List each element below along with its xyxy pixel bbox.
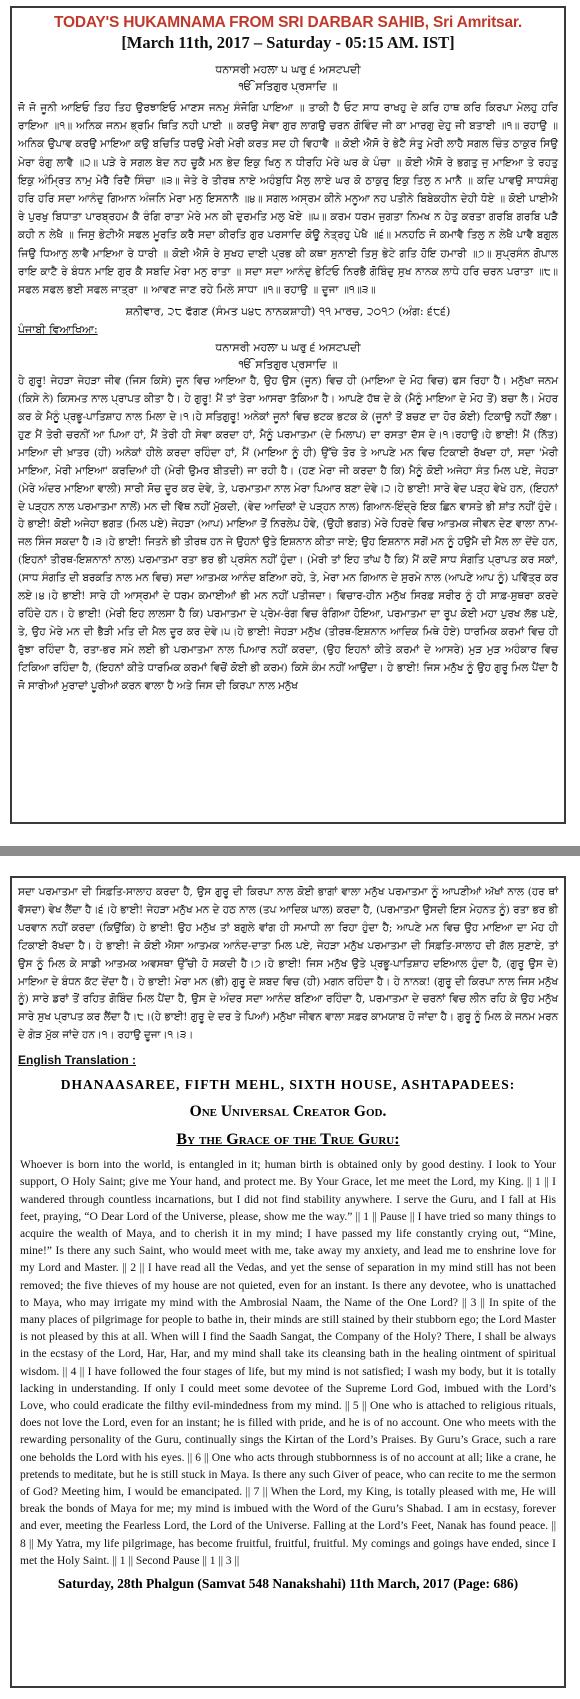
english-label: English Translation : — [18, 1053, 137, 1068]
punjabi-meaning-part1: ਹੇ ਗੁਰੂ! ਜੇਹੜਾ ਜੇਹੜਾ ਜੀਵ (ਜਿਸ ਕਿਸੇ) ਜੂਨ ਵਿਚ ਆਇਆ ਹੈ, ਉਹ ਉਸ (ਜੂਨ) ਵਿਚ ਹੀ (ਮਾਇਆ ਦੇ ਮੋਹ ਵਿਚ) ਫਸ ਰਿਹਾ ਹੈ। ਮਨੁੱਖਾ ਜਨਮ (ਕਿਸੇ ਨੇ) ਕਿਸਮਤ ਨਾਲ ਪ੍ਰਾਪਤ ਕੀਤਾ ਹੈ। ਹੇ ਗੁਰੂ! ਮੈਂ ਤਾਂ ਤੇਰਾ ਆਸਰਾ ਤੱਕਿਆ ਹੈ। ਆਪਣੇ ਹੱਥ ਦੇ ਕੇ (ਮੈਨੂੰ ਮਾਇਆ ਦੇ ਮੋਹ ਤੋਂ) ਬਚਾ ਲੈ। ਮੇਹਰ ਕਰ ਕੇ ਮੈਨੂੰ ਪ੍ਰਭੂ-ਪਾਤਿਸ਼ਾਹ ਨਾਲ ਮਿਲਾ ਦੇ।੧।ਹੇ ਸਤਿਗੁਰੂ! ਅਨੇਕਾਂ ਜੂਨਾਂ ਵਿਚ ਭਟਕ ਭਟਕ ਕੇ (ਜੂਨਾਂ ਤੋਂ ਬਚਣ ਦਾ ਹੋਰ ਕੋਈ) ਟਿਕਾਉ ਨਹੀਂ ਲੱਭਾ। ਹੁਣ ਮੈਂ ਤੇਰੀ ਚਰਨੀਂ ਆ ਪਿਆ ਹਾਂ, ਮੈਂ ਤੇਰੀ ਹੀ ਸੇਵਾ ਕਰਦਾ ਹਾਂ, ਮੈਨੂੰ ਪਰਮਾਤਮਾ (ਦੇ ਮਿਲਾਪ) ਦਾ ਰਸਤਾ ਦੱਸ ਦੇ।੧।ਰਹਾਉ।ਹੇ ਭਾਈ! ਮੈਂ (ਨਿੱਤ) ਮਾਇਆ ਦੀ ਖ਼ਾਤਰ (ਹੀ) ਅਨੇਕਾਂ ਹੀਲੇ ਕਰਦਾ ਰਹਿੰਦਾ ਹਾਂ, ਮੈਂ (ਮਾਇਆ ਨੂੰ ਹੀ) ਉੱਚੇ ਤੋਰ ਤੇ ਆਪਣੇ ਮਨ ਵਿਚ ਟਿਕਾਈ ਰੱਖਦਾ ਹਾਂ, ਸਦਾ 'ਮੇਰੀ ਮਾਇਆ, ਮੇਰੀ ਮਾਇਆ' ਕਰਦਿਆਂ ਹੀ (ਮੇਰੀ ਉਮਰ ਬੀਤਦੀ) ਜਾ ਰਹੀ ਹੈ। (ਹਣ ਮੇਰਾ ਜੀ ਕਰਦਾ ਹੈ ਕਿ) ਮੈਨੂੰ ਕੋਈ ਅਜੇਹਾ ਸੰਤ ਮਿਲ ਪਏ, ਜੇਹੜਾ (ਮੇਰੇ ਅੰਦਰ ਮਾਇਆ ਵਾਲੀ) ਸਾਰੀ ਸੋਚ ਦੂਰ ਕਰ ਦੇਵੇ, ਤੇ, ਪਰਮਾਤਮਾ ਨਾਲ ਮੇਰਾ ਪਿਆਰ ਬਣਾ ਦੇਵੇ।੨।ਹੇ ਭਾਈ! ਸਾਰੇ ਵੇਦ ਪੜ੍ਹ ਵੇਖੇ ਹਨ, (ਇਹਨਾਂ ਦੇ ਪੜ੍ਹਨ ਨਾਲ ਪਰਮਾਤਮਾ ਨਾਲੋਂ) ਮਨ ਦੀ ਵਿੱਥ ਨਹੀਂ ਮੁੱਕਦੀ, (ਵੇਦ ਆਦਿਕਾਂ ਦੇ ਪੜ੍ਹਨ ਨਾਲ) ਗਿਆਨ-ਇੰਦ੍ਰੇ ਇਕ ਛਿਨ ਵਾਸਤੇ ਭੀ ਸ਼ਾਂਤ ਨਹੀਂ ਹੁੰਦੇ। ਹੇ ਭਾਈ! ਕੋਈ ਅਜੇਹਾ ਭਗਤ (ਮਿਲ ਪਏ) ਜੇਹੜਾ (ਆਪ) ਮਾਇਆ ਤੋਂ ਨਿਰਲੇਪ ਹੋਵੇ, (ਉਹੀ ਭਗਤ) ਮੇਰੇ ਹਿਰਦੇ ਵਿਚ ਆਤਮਕ ਜੀਵਨ ਦੇਣ ਵਾਲਾ ਨਾਮ-ਜਲ ਸਿੰਜ ਸਕਦਾ ਹੈ।੩।ਹੇ ਭਾਈ! ਜਿਤਨੇ ਭੀ ਤੀਰਥ ਹਨ ਜੇ ਉਹਨਾਂ ਉਤੇ ਇਸ਼ਨਾਨ ਕੀਤਾ ਜਾਏ; ਉਹ ਇਸ਼ਨਾਨ ਸਗੋਂ ਮਨ ਨੂੰ ਹਉਮੈ ਦੀ ਮੈਲ ਲਾ ਦੇਂਦੇ ਹਨ, (ਇਹਨਾਂ ਤੀਰਥ-ਇਸ਼ਨਾਨਾਂ ਨਾਲ) ਪਰਮਾਤਮਾ ਰਤਾ ਭਰ ਭੀ ਪ੍ਰਸੰਨ ਨਹੀਂ ਹੁੰਦਾ। (ਮੇਰੀ ਤਾਂ ਇਹ ਤਾਂਘ ਹੈ ਕਿ) ਮੈਂ ਕਦੋਂ ਸਾਧ ਸੰਗਤਿ ਪ੍ਰਾਪਤ ਕਰ ਸਕਾਂ, (ਸਾਧ ਸੰਗਤਿ ਦੀ ਬਰਕਤਿ ਨਾਲ ਮਨ ਵਿਚ) ਸਦਾ ਆਤਮਕ ਆਨੰਦ ਬਣਿਆ ਰਹੇ, ਤੇ, ਮੇਰਾ ਮਨ ਗਿਆਨ ਦੇ ਸੁਰਮੇ ਨਾਲ (ਆਪਣੇ ਆਪ ਨੂੰ) ਪਵਿੱਤ੍ਰ ਕਰ ਲਏ।੪।ਹੇ ਭਾਈ! ਸਾਰੇ ਹੀ ਆਸ੍ਰਮਾਂ ਦੇ ਧਰਮ ਕਮਾਈਆਂ ਭੀ ਮਨ ਨਹੀਂ ਪਤੀਜਦਾ। ਵਿਚਾਰ-ਹੀਨ ਮਨੁੱਖ ਸਿਰਫ਼ ਸਰੀਰ ਨੂੰ ਹੀ ਸਾਫ਼-ਸੁਥਰਾ ਕਰਦੇ ਰਹਿੰਦੇ ਹਨ। ਹੇ ਭਾਈ! (ਮੇਰੀ ਇਹ ਲਾਲਸਾ ਹੈ ਕਿ) ਪਰਮਾਤਮਾ ਦੇ ਪ੍ਰੇਮ-ਰੰਗ ਵਿਚ ਰੰਗਿਆ ਹੋਇਆ, ਪਰਮਾਤਮਾ ਦਾ ਰੂਪ ਕੋਈ ਮਹਾ ਪੁਰਖ ਲੱਭ ਪਏ, ਤੇ, ਉਹ ਮੇਰੇ ਮਨ ਦੀ ਭੈੜੀ ਮਤਿ ਦੀ ਮੈਲ ਦੂਰ ਕਰ ਦੇਵੇ।੫।ਹੇ ਭਾਈ! ਜੇਹੜਾ ਮਨੁੱਖ (ਤੀਰਥ-ਇਸ਼ਨਾਨ ਆਦਿਕ ਮਿਥੇ ਹੋਏ) ਧਾਰਮਿਕ ਕਰਮਾਂ ਵਿਚ ਹੀ ਰੁੱਝਾ ਰਹਿੰਦਾ ਹੈ, ਰਤਾ-ਭਰ ਸਮੇ ਲਈ ਭੀ ਪਰਮਾਤਮਾ ਨਾਲ ਪਿਆਰ ਨਹੀਂ ਕਰਦਾ, (ਉਹ ਇਹਨਾਂ ਕੀਤੇ ਕਰਮਾਂ ਦੇ ਆਸਰੇ) ਮੁੜ ਮੁੜ ਅਹੰਕਾਰ ਵਿਚ ਟਿਕਿਆ ਰਹਿੰਦਾ ਹੈ, (ਇਹਨਾਂ ਕੀਤੇ ਧਾਰਮਿਕ ਕਰਮਾਂ ਵਿਚੋਂ ਕੋਈ ਭੀ ਕਰਮ) ਕਿਸੇ ਕੰਮ ਨਹੀਂ ਆਉਂਦਾ। ਹੇ ਭਾਈ! ਜਿਸ ਮਨੁੱਖ ਨੂੰ ਉਹ ਗੁਰੂ ਮਿਲ ਪੈਂਦਾ ਹੈ ਜੋ ਸਾਰੀਆਂ ਮੁਰਾਦਾਂ ਪੂਰੀਆਂ ਕਰਨ ਵਾਲਾ ਹੈ ਅਤੇ ਜਿਸ ਦੀ ਕਿਰਪਾ ਨਾਲ ਮਨੁੱਖ — [18, 375, 558, 692]
page-title: TODAY'S HUKAMNAMA FROM SRI DARBAR SAHIB, Sri Amritsar. — [54, 14, 522, 31]
punjabi-raag-line: ਧਨਾਸਰੀ ਮਹਲਾ ੫ ਘਰੁ ੬ ਅਸਟਪਦੀ — [215, 341, 361, 355]
shabad-date-line: ਸ਼ਨੀਵਾਰ, ੨੮ ਫੱਗਣ (ਸੰਮਤ ੫੪੮ ਨਾਨਕਸ਼ਾਹੀ) ੧੧ ਮਾਰਚ, ੨੦੧੭ (ਅੰਗ: ੬੮੬) — [125, 305, 451, 319]
punjabi-label: ਪੰਜਾਬੀ ਵਿਆਖਿਆ: — [18, 323, 98, 337]
shabad-mool-line: ੴ ਸਤਿਗੁਰ ਪ੍ਰਸਾਦਿ ॥ — [238, 80, 338, 93]
english-heading-raag: DHANAASAREE, FIFTH MEHL, SIXTH HOUSE, ASHTAPADEES: — [60, 1077, 516, 1093]
hukamnama-panel-bottom — [10, 876, 566, 1688]
english-heading-grace: By the Grace of the True Guru: — [176, 1131, 400, 1149]
english-translation-text: Whoever is born into the world, is entangled in it; human birth is obtained only by good destiny. I look to Your support, O Holy Saint; give me Your hand, and protect me. By Your Grace, let me meet the Lord, my King. || 1 || I wandered through countless incarnations, but I did not find stability anywhere. I serve the Guru, and I fall at His feet, praying, “O Dear Lord of the Universe, please, show me the way.” || 1 || Pause || I have tried so many things to acquire the wealth of Maya, and to cherish it in my mind; I have passed my life constantly crying out, “Mine, mine!” Is there any such Saint, who would meet with me, take away my anxiety, and lead me to enshrine love for my Lord and Master. || 2 || I have read all the Vedas, and yet the sense of separation in my mind still has not been removed; the five thieves of my house are not quieted, even for an instant. Is there any devotee, who is unattached to Maya, who may irrigate my mind with the Ambrosial Naam, the Name of the One Lord? || 3 || In spite of the many places of pilgrimage for people to bathe in, their minds are still stained by their stubborn ego; the Lord Master is not pleased by this at all. When will I find the Saadh Sangat, the Company of the Holy? There, I shall be always in the ecstasy of the Lord, Har, Har, and my mind shall take its cleansing bath in the healing ointment of spiritual wisdom. || 4 || I have followed the four stages of life, but my mind is not satisfied; I wash my body, but it is totally lacking in understanding. If only I could meet some devotee of the Supreme Lord God, imbued with the Lord’s Love, who could eradicate the filthy evil-mindedness from my mind. || 5 || One who is attached to religious rituals, does not love the Lord, even for an instant; he is filled with pride, and he is of no account. One who meets with the rewarding personality of the Guru, continually sings the Kirtan of the Lord’s Praises. By Guru’s Grace, such a rare one beholds the Lord with his eyes. || 6 || One who acts through stubbornness is of no account at all; like a crane, he pretends to meditate, but he is still stuck in Maya. Is there any such Giver of peace, who can recite to me the sermon of God? Meeting him, I would be emancipated. || 7 || When the Lord, my King, is totally pleased with me, He will break the bonds of Maya for me; my mind is imbued with the Word of the Guru’s Shabad. I am in ecstasy, forever and ever, meeting the Fearless Lord, the Lord of the Universe. Falling at the Lord’s Feet, Nanak has found peace. || 8 || My Yatra, my life pilgrimage, has become fruitful, fruitful, fruitful. My comings and goings have ended, since I met the Holy Saint. || 1 || Second Pause || 1 || 3 || — [20, 1159, 556, 1567]
shabad-text: ਜੋ ਜੋ ਜੂਨੀ ਆਇਓ ਤਿਹ ਤਿਹ ਉਰਝਾਇਓ ਮਾਣਸ ਜਨਮੁ ਸੰਜੋਗਿ ਪਾਇਆ ॥ ਤਾਕੀ ਹੈ ਓਟ ਸਾਧ ਰਾਖਹੁ ਦੇ ਕਰਿ ਹਾਥ ਕਰਿ ਕਿਰਪਾ ਮੇਲਹੁ ਹਰਿ ਰਾਇਆ ॥੧॥ ਅਨਿਕ ਜਨਮ ਭ੍ਰਮਿ ਥਿਤਿ ਨਹੀ ਪਾਈ ॥ ਕਰਉ ਸੇਵਾ ਗੁਰ ਲਾਗਉ ਚਰਨ ਗੋਵਿੰਦ ਜੀ ਕਾ ਮਾਰਗੁ ਦੇਹੁ ਜੀ ਬਤਾਈ ॥੧॥ ਰਹਾਉ ॥ ਅਨਿਕ ਉਪਾਵ ਕਰਉ ਮਾਇਆ ਕਉ ਬਚਿਤਿ ਧਰਉ ਮੇਰੀ ਮੇਰੀ ਕਰਤ ਸਦ ਹੀ ਵਿਹਾਵੈ ॥ ਕੋਈ ਐਸੋ ਰੇ ਭੇਟੈ ਸੰਤੁ ਮੇਰੀ ਲਾਹੈ ਸਗਲ ਚਿੰਤ ਠਾਕੁਰ ਸਿਉ ਮੇਰਾ ਰੰਗੁ ਲਾਵੈ ॥੨॥ ਪੜੇ ਰੇ ਸਗਲ ਬੇਦ ਨਹ ਚੂਕੈ ਮਨ ਭੇਦ ਇਕੁ ਖਿਨੁ ਨ ਧੀਰਹਿ ਮੇਰੇ ਘਰ ਕੇ ਪੰਚਾ ॥ ਕੋਈ ਐਸੋ ਰੇ ਭਗਤੁ ਜੁ ਮਾਇਆ ਤੇ ਰਹਤੁ ਇਕੁ ਅੰਮ੍ਰਿਤ ਨਾਮੁ ਮੇਰੈ ਰਿਦੈ ਸਿੰਚਾ ॥੩॥ ਜੇਤੇ ਰੇ ਤੀਰਥ ਨਾਏ ਅਹੰਬੁਧਿ ਮੈਲੁ ਲਾਏ ਘਰ ਕੋ ਠਾਕੁਰੁ ਇਕੁ ਤਿਲੁ ਨ ਮਾਨੈ ॥ ਕਦਿ ਪਾਵਉ ਸਾਧਸੰਗੁ ਹਰਿ ਹਰਿ ਸਦਾ ਆਨੰਦੁ ਗਿਆਨ ਅੰਜਨਿ ਮੇਰਾ ਮਨੁ ਇਸਨਾਨੈ ॥੪॥ ਸਗਲ ਅਸ੍ਰਮ ਕੀਨੇ ਮਨੂਆ ਨਹ ਪਤੀਨੇ ਬਿਬੇਕਹੀਨ ਦੇਹੀ ਧੋਏ ॥ ਕੋਈ ਪਾਈਐ ਰੇ ਪੁਰਖੁ ਬਿਧਾਤਾ ਪਾਰਬ੍ਰਹਮ ਕੈ ਰੰਗਿ ਰਾਤਾ ਮੇਰੇ ਮਨ ਕੀ ਦੁਰਮਤਿ ਮਲੁ ਖੋਏ ॥੫॥ ਕਰਮ ਧਰਮ ਜੁਗਤਾ ਨਿਮਖ ਨ ਹੇਤੁ ਕਰਤਾ ਗਰਬਿ ਗਰਬਿ ਪੜੈ ਕਹੀ ਨ ਲੇਖੈ ॥ ਜਿਸੁ ਭੇਟੀਐ ਸਫਲ ਮੂਰਤਿ ਕਰੈ ਸਦਾ ਕੀਰਤਿ ਗੁਰ ਪਰਸਾਦਿ ਕੋਊ ਨੇਤ੍ਰਹੁ ਪੇਖੈ ॥੬॥ ਮਨਹਠਿ ਜੋ ਕਮਾਵੈ ਤਿਲੁ ਨ ਲੇਖੈ ਪਾਵੈ ਬਗੁਲ ਜਿਉ ਧਿਆਨੁ ਲਾਵੈ ਮਾਇਆ ਰੇ ਧਾਰੀ ॥ ਕੋਈ ਐਸੋ ਰੇ ਸੁਖਹ ਦਾਈ ਪ੍ਰਭ ਕੀ ਕਥਾ ਸੁਨਾਈ ਤਿਸੁ ਭੇਟੇ ਗਤਿ ਹੋਇ ਹਮਾਰੀ ॥੭॥ ਸੁਪ੍ਰਸੰਨ ਗੋਪਾਲ ਰਾਇ ਕਾਟੈ ਰੇ ਬੰਧਨ ਮਾਇ ਗੁਰ ਕੈ ਸਬਦਿ ਮੇਰਾ ਮਨੁ ਰਾਤਾ ॥ ਸਦਾ ਸਦਾ ਆਨੰਦੁ ਭੇਟਿਓ ਨਿਰਭੈ ਗੋਬਿੰਦੁ ਸੁਖ ਨਾਨਕ ਲਾਧੇ ਹਰਿ ਚਰਨ ਪਰਾਤਾ ॥੮॥ ਸਫਲ ਸਫਲ ਭਈ ਸਫਲ ਜਾਤ੍ਰਾ ॥ ਆਵਣ ਜਾਣ ਰਹੇ ਮਿਲੇ ਸਾਧਾ ॥੧॥ ਰਹਾਉ ॥ ਦੂਜਾ ॥੧॥੩॥ — [18, 102, 558, 297]
header-date: [March 11th, 2017 – Saturday - 05:15 AM. IST] — [121, 33, 455, 52]
english-date-line: Saturday, 28th Phalgun (Samvat 548 Nanakshahi) 11th March, 2017 (Page: 686) — [57, 1576, 519, 1592]
punjabi-mool-line: ੴ ਸਤਿਗੁਰ ਪ੍ਰਸਾਦਿ ॥ — [238, 358, 338, 372]
english-heading-creator: One Universal Creator God. — [189, 1103, 387, 1121]
hukamnama-panel-top — [10, 6, 566, 824]
punjabi-meaning-part2: ਸਦਾ ਪਰਮਾਤਮਾ ਦੀ ਸਿਫ਼ਤਿ-ਸਾਲਾਹ ਕਰਦਾ ਹੈ, ਉਸ ਗੁਰੂ ਦੀ ਕਿਰਪਾ ਨਾਲ ਕੋਈ ਭਾਗਾਂ ਵਾਲਾ ਮਨੁੱਖ ਪਰਮਾਤਮਾ ਨੂੰ ਆਪਣੀਆਂ ਅੱਖਾਂ ਨਾਲ (ਹਰ ਥਾਂ ਵੱਸਦਾ) ਵੇਖ ਲੈਂਦਾ ਹੈ।੬।ਹੇ ਭਾਈ! ਜੇਹੜਾ ਮਨੁੱਖ ਮਨ ਦੇ ਹਠ ਨਾਲ (ਤਪ ਆਦਿਕ ਘਾਲ) ਕਰਦਾ ਹੈ, (ਪਰਮਾਤਮਾ ਉਸਦੀ ਇਸ ਮੇਹਨਤ ਨੂੰ) ਰਤਾ ਭਰ ਭੀ ਪਰਵਾਨ ਨਹੀਂ ਕਰਦਾ (ਕਿਉਂਕਿ) ਹੇ ਭਾਈ! ਉਹ ਮਨੁੱਖ ਤਾਂ ਬਗੁਲੇ ਵਾਂਗ ਹੀ ਸਮਾਧੀ ਲਾ ਰਿਹਾ ਹੁੰਦਾ ਹੈ; ਆਪਣੇ ਮਨ ਵਿਚ ਉਹ ਮਾਇਆ ਦਾ ਮੋਹ ਹੀ ਟਿਕਾਈ ਰੱਖਦਾ ਹੈ। ਹੇ ਭਾਈ! ਜੇ ਕੋਈ ਐਸਾ ਆਤਮਕ ਆਨੰਦ-ਦਾਤਾ ਮਿਲ ਪਏ, ਜੇਹੜਾ ਮਨੁੱਖ ਪਰਮਾਤਮਾ ਦੀ ਸਿਫ਼ਤਿ-ਸਾਲਾਹ ਦੀ ਗੱਲ ਸੁਣਾਏ, ਤਾਂ ਉਸ ਨੂੰ ਮਿਲ ਕੇ ਸਾਡੀ ਆਤਮਕ ਅਵਸਥਾ ਉੱਚੀ ਹੋ ਸਕਦੀ ਹੈ।੭।ਹੇ ਭਾਈ! ਜਿਸ ਮਨੁੱਖ ਉਤੇ ਪ੍ਰਭੂ-ਪਾਤਿਸ਼ਾਹ ਦਇਆਲ ਹੁੰਦਾ ਹੈ, (ਗੁਰੂ ਉਸ ਦੇ) ਮਾਇਆ ਦੇ ਬੰਧਨ ਕੱਟ ਦੇਂਦਾ ਹੈ। ਹੇ ਭਾਈ! ਮੇਰਾ ਮਨ (ਭੀ) ਗੁਰੂ ਦੇ ਸ਼ਬਦ ਵਿਚ (ਹੀ) ਮਗਨ ਰਹਿੰਦਾ ਹੈ। ਹੇ ਨਾਨਕ! (ਗੁਰੂ ਦੀ ਕਿਰਪਾ ਨਾਲ ਜਿਸ ਮਨੁੱਖ ਨੂੰ) ਸਾਰੇ ਡਰਾਂ ਤੋਂ ਰਹਿਤ ਗੋਬਿੰਦ ਮਿਲ ਪੈਂਦਾ ਹੈ, ਉਸ ਦੇ ਅੰਦਰ ਸਦਾ ਆਨੰਦ ਬਣਿਆ ਰਹਿੰਦਾ ਹੈ, ਪਰਮਾਤਮਾ ਦੇ ਚਰਨਾਂ ਵਿਚ ਲੀਨ ਰਹਿ ਕੇ ਉਹ ਮਨੁੱਖ ਸਾਰੇ ਸੁਖ ਪ੍ਰਾਪਤ ਕਰ ਲੈਂਦਾ ਹੈ।੮।(ਹੇ ਭਾਈ! ਗੁਰੂ ਦੇ ਦਰ ਤੇ ਪਿਆਂ) ਮਨੁੱਖਾ ਜੀਵਨ ਵਾਲਾ ਸਫ਼ਰ ਕਾਮਯਾਬ ਹੋ ਜਾਂਦਾ ਹੈ। ਗੁਰੂ ਨੂੰ ਮਿਲ ਕੇ ਜਨਮ ਮਰਨ ਦੇ ਗੇੜ ਮੁੱਕ ਜਾਂਦੇ ਹਨ।੧। ਰਹਾਉ ਦੂਜਾ।੧।੩। — [18, 886, 558, 1042]
shabad-raag-line: ਧਨਾਸਰੀ ਮਹਲਾ ੫ ਘਰੁ ੬ ਅਸਟਪਦੀ — [215, 63, 361, 76]
divider-bar — [0, 846, 580, 856]
